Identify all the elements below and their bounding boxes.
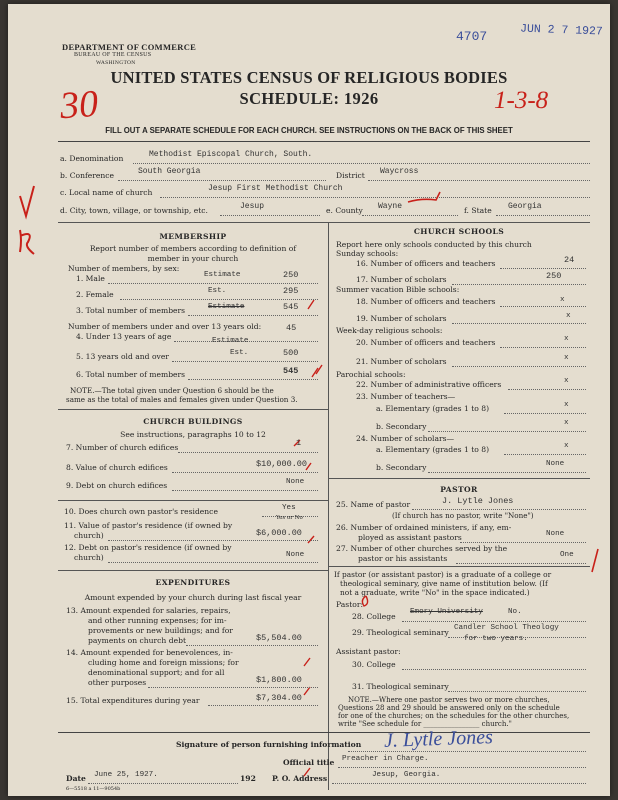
q10-sub: Yes or No: [276, 515, 303, 521]
signature-label: Signature of person furnishing information: [176, 740, 362, 749]
q24b-label: b. Secondary: [376, 463, 427, 472]
buildings-sub: See instructions, paragraphs 10 to 12: [120, 430, 266, 439]
q23-label: 23. Number of teachers—: [356, 392, 456, 401]
q25-label: 25. Name of pastor: [336, 500, 411, 509]
parochial-schools-label: Parochial schools:: [336, 370, 406, 379]
q19-label: 19. Number of scholars: [356, 314, 447, 323]
column-divider: [328, 222, 329, 790]
q24b-value: None: [546, 460, 565, 468]
q23a-value: x: [564, 401, 569, 409]
pastor-rule: [328, 478, 590, 479]
expenditures-title: EXPENDITURES: [155, 578, 231, 587]
by-sex-label: Number of members, by sex:: [68, 264, 180, 273]
q14-label-2: cluding home and foreign missions; for: [88, 658, 239, 667]
q5-value: 500: [283, 348, 299, 358]
q4-note: Estimate: [212, 337, 249, 345]
po-address-value: Jesup, Georgia.: [372, 771, 441, 779]
q20-line: [500, 347, 586, 348]
q12-value: None: [286, 551, 305, 559]
q8-label: 8. Value of church edifices: [66, 463, 168, 472]
q30-line: [402, 669, 586, 670]
q24a-line: [504, 454, 586, 455]
q1-label: 1. Male: [76, 274, 105, 283]
q11-label-1: 11. Value of pastor's residence (if owned by: [64, 521, 233, 530]
q14-value: $1,800.00: [256, 675, 302, 685]
q2-line: [120, 299, 318, 300]
q20-label: 20. Number of officers and teachers: [356, 338, 496, 347]
q2-value: 295: [283, 286, 299, 296]
q12-label-1: 12. Debt on pastor's residence (if owned by: [64, 543, 232, 552]
membership-title: MEMBERSHIP: [159, 232, 227, 241]
q9-line: [172, 490, 318, 491]
q9-label: 9. Debt on church edifices: [66, 481, 168, 490]
q30-label: 30. College: [352, 660, 396, 669]
q22-line: [508, 389, 586, 390]
q23b-line: [428, 431, 586, 432]
instruction-line: FILL OUT A SEPARATE SCHEDULE FOR EACH CHURCH. SEE INSTRUCTIONS ON THE BACK OF THIS SHEET: [105, 126, 513, 135]
q9-value: None: [286, 478, 305, 486]
q3-note: Estimate: [208, 303, 245, 311]
q3-label: 3. Total number of members: [76, 306, 186, 315]
q17-value: 250: [546, 271, 562, 281]
q6-label: 6. Total number of members: [76, 370, 186, 379]
local-name-label: c. Local name of church: [60, 188, 153, 197]
date-value: June 25, 1927.: [94, 771, 158, 779]
q11-line: [108, 540, 318, 541]
bureau-name: BUREAU OF THE CENSUS: [74, 52, 152, 58]
grad-instruction-2: theological seminary, give name of institution below. (If: [340, 579, 548, 588]
q12-line: [108, 562, 318, 563]
q8-value: $10,000.00: [256, 459, 308, 469]
q13-label-1: 13. Amount expended for salaries, repairs,: [66, 606, 231, 615]
q15-line: [208, 705, 318, 706]
county-check-mark: [408, 192, 440, 202]
assistant-pastor-label: Assistant pastor:: [336, 647, 401, 656]
year-suffix: 192: [240, 774, 256, 783]
age-intro: Number of members under and over 13 years old:: [68, 322, 262, 331]
state-value: Georgia: [508, 202, 542, 211]
weekday-schools-label: Week-day religious schools:: [336, 326, 443, 335]
q26-label-1: 26. Number of ordained ministers, if any, em-: [336, 523, 512, 532]
pastor-note-1: NOTE.—Where one pastor serves two or more churches,: [348, 696, 550, 704]
membership-note-1: NOTE.—The total given under Question 6 should be the: [70, 386, 274, 395]
membership-note-2: same as the total of males and females given under Question 3.: [66, 395, 298, 404]
q4-label: 4. Under 13 years of age: [76, 332, 172, 341]
q5-line: [172, 361, 318, 362]
official-title-label: Official title: [283, 758, 335, 767]
q4-value: 45: [286, 323, 297, 333]
district-label: District: [336, 171, 365, 180]
q25-value: J. Lytle Jones: [442, 496, 514, 506]
q12-label-2: church): [74, 553, 104, 562]
summer-schools-label: Summer vacation Bible schools:: [336, 285, 460, 294]
q19-line: [452, 323, 586, 324]
membership-tick-marks: [308, 300, 322, 377]
q3-value: 545: [283, 302, 299, 312]
q13-value: $5,504.00: [256, 633, 302, 643]
city-value: Jesup: [240, 202, 265, 211]
q27-line: [456, 563, 586, 564]
q15-value: $7,304.00: [256, 693, 302, 703]
state-label: f. State: [464, 206, 492, 215]
local-name-value: Jesup First Methodist Church: [208, 184, 343, 193]
denomination-value: Methodist Episcopal Church, South.: [149, 150, 313, 159]
received-date-stamp: JUN 2 7 1927: [519, 22, 604, 39]
q25-sub: (If church has no pastor, write "None"): [392, 511, 534, 520]
q1-line: [108, 283, 318, 284]
q27-label-1: 27. Number of other churches served by the: [336, 544, 508, 553]
q18-value: x: [560, 296, 565, 304]
schools-title: CHURCH SCHOOLS: [413, 227, 505, 236]
q7-value: 1: [296, 438, 302, 448]
conference-value: South Georgia: [138, 167, 201, 176]
q16-line: [500, 268, 586, 269]
pastor-title: PASTOR: [440, 485, 478, 494]
q17-line: [452, 284, 586, 285]
q16-label: 16. Number of officers and teachers: [356, 259, 496, 268]
red-handwritten-code: 1-3-8: [494, 87, 549, 114]
city-label: d. City, town, village, or township, etc.: [60, 206, 208, 215]
q1-value: 250: [283, 270, 299, 280]
pastor-note-2: Questions 28 and 29 should be answered only on the schedule: [338, 704, 560, 712]
q14-line: [148, 687, 318, 688]
q26-value: None: [546, 530, 565, 538]
q27-label-2: pastor or his assistants: [358, 554, 448, 563]
q13-label-3: provements or new buildings; and for: [88, 626, 233, 635]
q11-label-2: church): [74, 531, 104, 540]
grad-instruction-1: If pastor (or assistant pastor) is a graduate of a college or: [334, 570, 552, 579]
q15-label: 15. Total expenditures during year: [66, 696, 200, 705]
q5-note: Est.: [230, 349, 249, 357]
q21-label: 21. Number of scholars: [356, 357, 447, 366]
q23b-label: b. Secondary: [376, 422, 427, 431]
q20-value: x: [564, 335, 569, 343]
q6-line: [188, 379, 318, 380]
q16-value: 24: [564, 255, 575, 265]
q21-line: [452, 366, 586, 367]
q5-label: 5. 13 years old and over: [76, 352, 169, 361]
q14-label-4: other purposes: [88, 678, 147, 687]
date-line: [88, 783, 238, 784]
q18-line: [500, 306, 586, 307]
county-value: Wayne: [378, 202, 403, 211]
membership-intro-2: member in your church: [147, 254, 239, 263]
denomination-label: a. Denomination: [60, 154, 124, 163]
residence-rule: [58, 500, 328, 501]
q24b-line: [428, 472, 586, 473]
q28-line: [402, 621, 586, 622]
q7-line: [178, 452, 318, 453]
red-handwritten-number: 30: [58, 82, 100, 128]
po-address-line: [332, 783, 586, 784]
q14-label-1: 14. Amount expended for benevolences, in-: [66, 648, 233, 657]
membership-intro-1: Report number of members according to definition of: [89, 244, 297, 253]
date-label: Date: [66, 774, 86, 783]
q24a-label: a. Elementary (grades 1 to 8): [376, 445, 490, 454]
census-schedule-page: [8, 4, 610, 796]
form-code: 6—5518 a 11—9054b: [66, 786, 121, 792]
q21-value: x: [564, 354, 569, 362]
grad-rule: [328, 566, 590, 567]
q23b-value: x: [564, 419, 569, 427]
q18-label: 18. Number of officers and teachers: [356, 297, 496, 306]
dept-name: DEPARTMENT OF COMMERCE: [62, 42, 197, 52]
form-title: UNITED STATES CENSUS OF RELIGIOUS BODIES: [110, 68, 508, 87]
stamp-number: 4707: [456, 29, 488, 44]
q27-value: One: [560, 551, 574, 559]
q13-label-4: payments on church debt: [88, 636, 186, 645]
q28-struck-value: Emory University: [410, 608, 483, 616]
pastor-note-4: write "See schedule for ________________ church.": [338, 720, 512, 728]
conference-label: b. Conference: [60, 171, 115, 180]
q19-value: x: [566, 312, 571, 320]
official-title-value: Preacher in Charge.: [342, 755, 429, 763]
q10-label: 10. Does church own pastor's residence: [64, 507, 218, 516]
q11-value: $6,000.00: [256, 528, 302, 538]
q14-label-3: denominational support; and for all: [88, 668, 225, 677]
grad-instruction-3: not a graduate, write "No" in the space indicated.): [340, 588, 530, 597]
q3-line: [188, 315, 318, 316]
q8-line: [172, 472, 318, 473]
red-check-mark: [20, 186, 34, 216]
q23a-label: a. Elementary (grades 1 to 8): [376, 404, 490, 413]
expenditures-rule: [58, 570, 328, 571]
q23a-line: [504, 413, 586, 414]
q31-label: 31. Theological seminary: [352, 682, 449, 691]
q13-line: [186, 645, 318, 646]
section-top-rule: [58, 222, 590, 223]
q13-label-2: and other running expenses; for im-: [88, 616, 227, 625]
footer-rule: [58, 732, 590, 733]
q7-label: 7. Number of church edifices: [66, 443, 179, 452]
pastor-circle-mark: [362, 596, 367, 606]
q10-value: Yes: [282, 504, 296, 512]
q24a-value: x: [564, 442, 569, 450]
q24-label: 24. Number of scholars—: [356, 434, 455, 443]
schedule-year: SCHEDULE: 1926: [239, 89, 379, 108]
pastor-note-3: for one of the churches; on the schedules for the other churches,: [338, 712, 570, 720]
q28-value: No.: [508, 608, 522, 616]
q1-note: Estimate: [204, 271, 241, 279]
q31-line: [448, 691, 586, 692]
q29-label: 29. Theological seminary: [352, 628, 449, 637]
grad-check-mark: [592, 549, 598, 572]
q25-line: [412, 509, 586, 510]
signature-value: J. Lytle Jones: [383, 726, 494, 752]
sunday-schools-label: Sunday schools:: [336, 249, 399, 258]
district-value: Waycross: [380, 167, 419, 176]
q22-value: x: [564, 377, 569, 385]
q17-label: 17. Number of scholars: [356, 275, 447, 284]
po-address-label: P. O. Address: [272, 774, 328, 783]
county-label: e. County: [326, 206, 363, 215]
expenditures-sub: Amount expended by your church during last fiscal year: [84, 593, 302, 602]
q6-value: 545: [283, 366, 299, 376]
q28-label: 28. College: [352, 612, 396, 621]
q2-note: Est.: [208, 287, 227, 295]
q26-line: [460, 542, 586, 543]
q22-label: 22. Number of administrative officers: [356, 380, 502, 389]
pastor-sub-label: Pastor:: [336, 600, 364, 609]
official-title-line: [338, 767, 586, 768]
city-name: WASHINGTON: [96, 60, 136, 66]
q2-label: 2. Female: [76, 290, 114, 299]
q29-value-1: Candler School Theology: [454, 624, 559, 632]
q26-label-2: ployed as assistant pastors: [358, 533, 462, 542]
schools-intro: Report here only schools conducted by this church: [336, 240, 532, 249]
buildings-rule: [58, 409, 328, 410]
buildings-title: CHURCH BUILDINGS: [143, 417, 243, 426]
q29-value-2: for two years.: [464, 635, 528, 643]
red-letter-mark: [20, 230, 34, 254]
